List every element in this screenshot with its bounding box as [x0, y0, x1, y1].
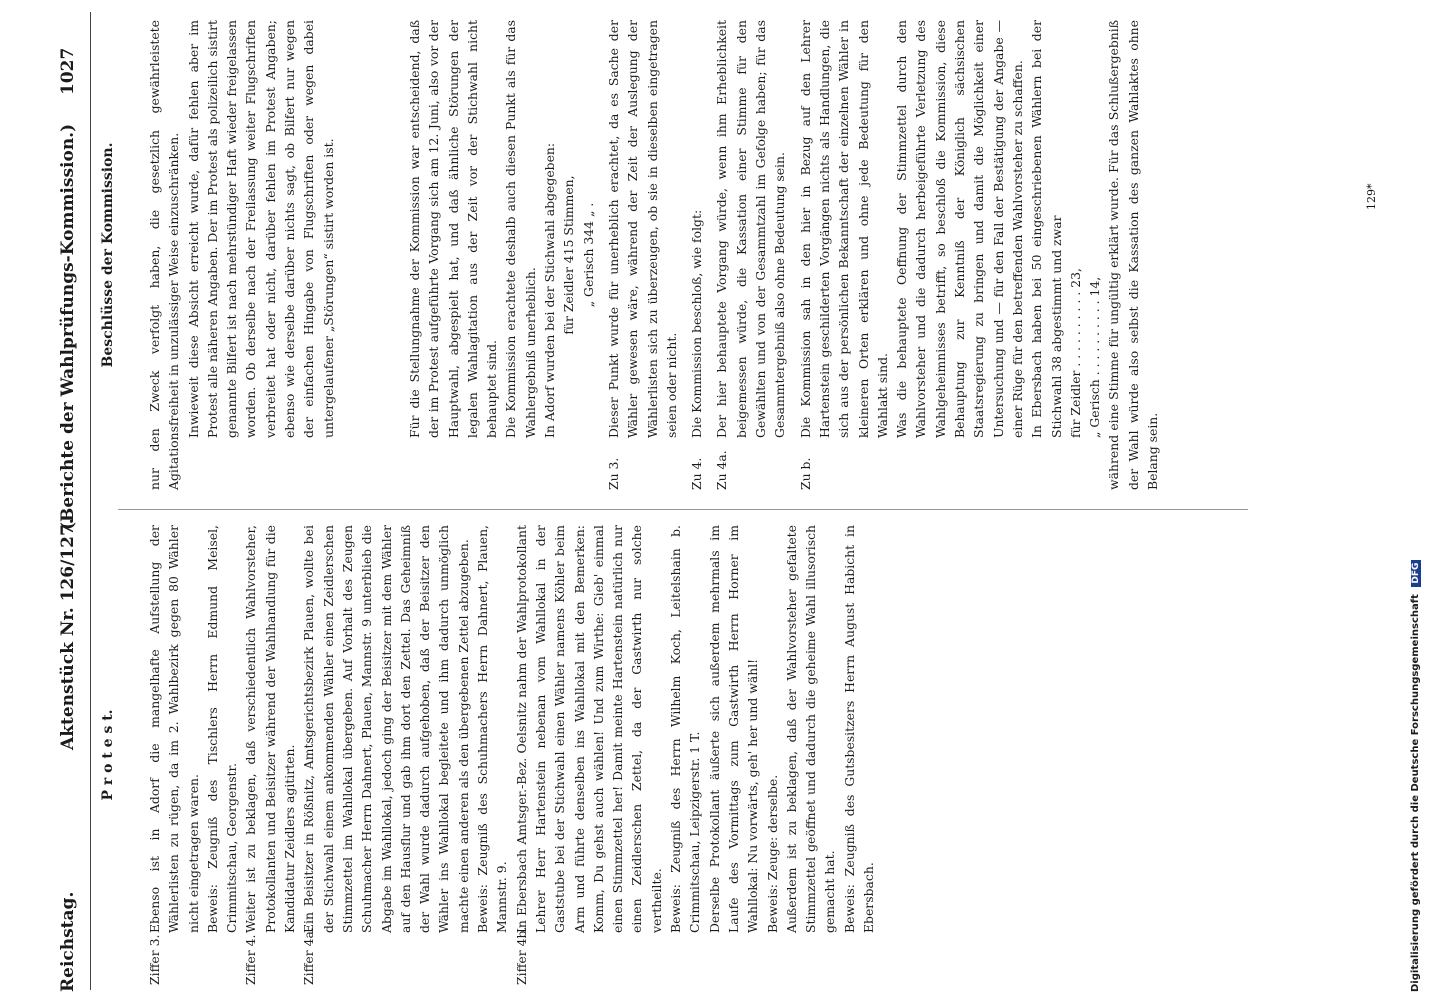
decision-zu-3: [604, 20, 681, 490]
paragraph: Für die Stellungnahme der Kommission war entscheidend, daß der im Protest aufgeführte Vorgang sich am 12. Juni, also vor der Hauptwahl, abgespielt hat, und daß ähnliche Störungen der legalen Wahlagitation aus der Zeit vor der Stichwahl nicht behauptet sind.: [407, 20, 500, 438]
paragraph: Außerdem ist zu beklagen, daß der Wahlvorsteher gefaltete Stimmzettel geöffnet und dadurch die geheime Wahl illusorisch gemacht hat.: [783, 525, 838, 933]
vote-line: „ Gerisch . . . . . . . . . . 14,: [1087, 276, 1103, 438]
paragraph: Die Kommission erachtete deshalb auch diesen Punkt als für das Wahlergebniß unerheblich.: [503, 20, 538, 438]
paragraph: Dieser Punkt wurde für unerheblich erachtet, da es Sache der Wähler gewesen wäre, während der Zeit der Auslegung der Wählerlisten sich zu überzeugen, ob sie in dieselben eingetragen seien oder nicht.: [605, 20, 679, 438]
item-label: Ziffer 4.: [243, 934, 259, 985]
header-document-number: Aktenstück Nr. 126/127.: [58, 518, 78, 750]
paragraph: nur den Zweck verfolgt haben, die gesetzlich gewährleistete Agitationsfreiheit in unzulässiger Weise einzuschränken.: [147, 20, 182, 490]
decision-zu-4a: [712, 20, 789, 490]
paragraph: In Ebersbach haben bei 50 eingeschriebenen Wählern bei der Stichwahl 38 abgestimmt und zwar: [1029, 20, 1064, 438]
evidence-paragraph: Beweis: Zeugniß des Herrn Wilhelm Koch, Leitelshain b. Crimmitschau, Leipzigerstr. 1 T.: [668, 525, 703, 933]
paragraph: Ebenso ist in Adorf die mangelhafte Aufstellung der Wählerlisten zu rügen, da im 2. Wahlbezirk gegen 80 Wähler nicht eingetragen waren.: [147, 525, 201, 933]
protest-item-3: [145, 525, 203, 985]
paragraph: Ein Beisitzer in Rößnitz, Amtsgerichtsbezirk Plauen, wollte bei der Stichwahl einem ankommenden Wähler einen Zeidlerschen Stimmzettel im Wahllokal übergeben. Auf Vorhalt des Zeugen Schuhmacher Herrn Dahnert, Plauen, Mannstr. 9 unterblieb die Abgabe im Wahllokal, jedoch ging der Beisitzer mit dem Wähler auf den Hausflur und gab ihm dort den Zettel. Das Geheimniß der Wahl wurde dadurch aufgehoben, daß der Beisitzer den Wähler ins Wahllokal begleitete und ihm dadurch unmöglich machte einen anderen als den übergebenen Zettel abzugeben.: [301, 525, 471, 933]
decision-zu-b: [796, 20, 892, 490]
column-divider: [118, 509, 1248, 510]
page-number: 1027: [58, 47, 78, 95]
header-rule: [90, 12, 91, 990]
paragraph: Weiter ist zu beklagen, daß verschiedentlich Wahlvorsteher, Protokollanten und Beisitzer während der Wahlhandlung für die Kandidatur Zeidlers agitirten.: [243, 525, 298, 933]
decision-zu-4: [687, 20, 706, 490]
item-label: Ziffer 3.: [147, 934, 162, 985]
paragraph: Was die behauptete Oeffnung der Stimmzettel durch den Wahlvorsteher und die dadurch herbeigeführte Verletzung des Wahlgeheimnisses betrifft, so beschloß die Kommission, diese Behauptung zur Kenntniß der Königlich sächsischen Staatsregierung zu bringen und damit die Möglichkeit einer Untersuchung und — für den Fall der Bestätigung der Angabe — einer Rüge für den betreffenden Wahlvorsteher zu schaffen.: [894, 20, 1025, 438]
paragraph: Die Kommission beschloß, wie folgt:: [689, 209, 705, 438]
vote-line: für Zeidler 415 Stimmen,: [561, 175, 577, 335]
protest-column: [145, 525, 878, 985]
paragraph: Der hier behauptete Vorgang würde, wenn ihm Erheblichkeit beigemessen würde, die Kassation einer Stimme für den Gewählten und von der Gesammtzahl im Gefolge haben; für das Gesammtergebniß also ohne Bedeutung sein.: [714, 20, 788, 438]
paragraph: Inwieweit diese Absicht erreicht wurde, dafür fehlen aber im Protest alle näheren Angaben. Der im Protest als polizeilich sistirt genannte Bilfert ist nach mehrstündiger Haft wieder freigelassen worden. Ob derselbe nach der Freilassung weiter Flugschriften verbreitet hat oder nicht, darüber fehlen im Protest Angaben; ebenso wie derselbe darüber nichts sagt, ob Bilfert nur wegen der einfachen Hingabe von Flugschriften oder wegen dabei untergelaufener „Störungen“ sistirt worden ist.: [185, 20, 336, 438]
evidence-paragraph: Beweis: Zeuge: derselbe.: [764, 774, 780, 933]
header-reichstag: Reichstag.: [58, 891, 78, 992]
protest-item-4a: [299, 525, 473, 985]
paragraph: Die Kommission sah in den hier in Bezug auf den Lehrer Hartenstein geschilderten Vorgängen nichts als Handlungen, die sich aus der persönlichen Bekanntschaft der einzelnen Wähler in kleineren Orten erklären und ohne jede Bedeutung für den Wahlakt sind.: [797, 20, 890, 438]
dfg-logo: DFG: [1411, 560, 1421, 587]
item-label: Zu 4.: [689, 457, 705, 490]
decisions-column: [405, 20, 1162, 490]
evidence-paragraph: Beweis: Zeugniß des Schuhmachers Herrn Dahnert, Plauen, Mannstr. 9.: [475, 525, 510, 933]
vote-line: für Zeidler . . . . . . . . . . 23,: [1067, 268, 1083, 438]
paragraph: während eine Stimme für ungültig erklärt wurde. Für das Schlußergebniß der Wahl würde also selbst die Kassation des ganzen Wahlaktes ohne Belang sein.: [1106, 20, 1160, 490]
right-column-top: [145, 20, 338, 490]
item-label: Zu b.: [797, 457, 813, 490]
decisions-title: Beschlüsse der Kommission.: [100, 142, 116, 368]
item-label: Ziffer 4a.: [301, 927, 317, 985]
protest-title: P r o t e s t.: [100, 709, 116, 801]
paragraph: Derselbe Protokollant äußerte sich außerdem mehrmals im Laufe des Vormittags zum Gastwirth Herrn Horner im Wahllokal: Nu vorwärts, geh' her und wähl!: [706, 525, 761, 933]
vote-line: „ Gerisch 344 „ .: [580, 202, 596, 308]
protest-item-4b: [512, 525, 666, 985]
digitization-text: Digitalisierung gefördert durch die Deutsche Forschungsgemeinschaft: [1410, 594, 1421, 992]
item-label: Zu 4a.: [714, 450, 730, 490]
paragraph: In Ebersbach Amtsger.-Bez. Oelsnitz nahm der Wahlprotokollant Lehrer Herr Hartenstein nebenan vom Wahllokal in der Gaststube bei der Stichwahl einen Wähler namens Köhler beim Arm und führte denselben ins Wahllokal mit den Bemerken: Komm, Du gehst auch wählen! Und zum Wirthe: Gieb' einmal einen Stimmzettel her! Damit meinte Hartenstein natürlich nur einen Zeidlerschen Zettel, da der Gastwirth nur solche vertheilte.: [513, 525, 664, 933]
item-label: Zu 3.: [605, 457, 621, 490]
item-label: Ziffer 4b.: [513, 926, 529, 985]
signature-mark: 129*: [1365, 183, 1378, 210]
protest-item-4: [241, 525, 299, 985]
paragraph: In Adorf wurden bei der Stichwahl abgegeben:: [542, 142, 558, 438]
digitization-note: [1410, 560, 1421, 992]
evidence-paragraph: Beweis: Zeugniß des Gutsbesitzers Herrn August Habicht in Ebersbach.: [841, 525, 876, 933]
header-report-title: (Berichte der Wahlprüfungs-Kommission.): [58, 123, 78, 530]
evidence-paragraph: Beweis: Zeugniß des Tischlers Herrn Edmund Meisel, Crimmitschau, Georgenstr.: [204, 525, 240, 933]
